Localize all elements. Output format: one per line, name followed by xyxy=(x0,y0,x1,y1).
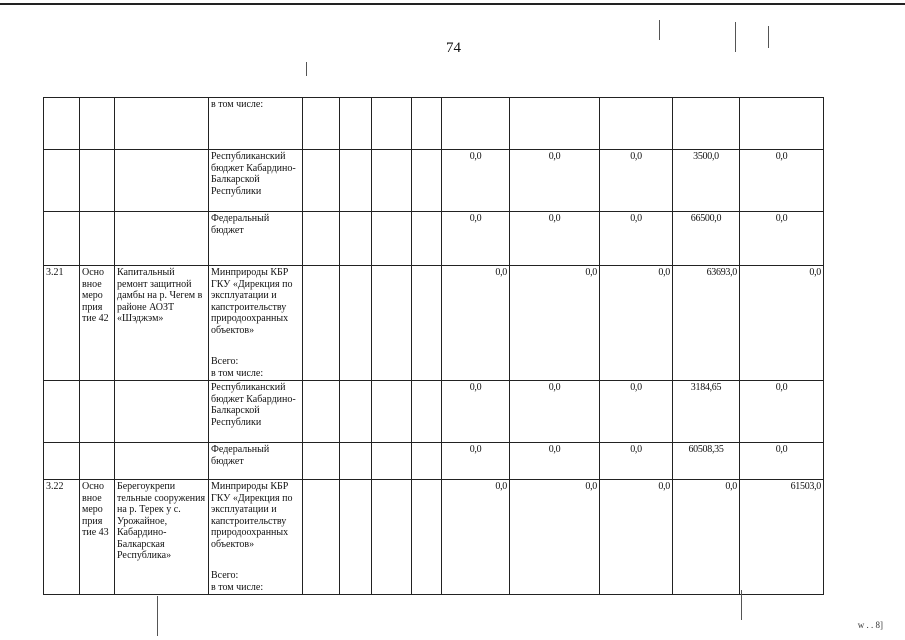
cell-name xyxy=(115,212,209,266)
cell-empty xyxy=(412,443,442,480)
cell-id xyxy=(44,443,80,480)
cell-empty xyxy=(372,480,412,595)
scan-artifact xyxy=(157,596,158,636)
cell-value xyxy=(442,98,510,150)
cell-value: 3184,65 xyxy=(673,381,740,443)
cell-value: 0,0 xyxy=(510,443,600,480)
cell-empty xyxy=(340,212,372,266)
cell-type: Осно вное меро прия тие 42 xyxy=(80,266,115,381)
cell-value: 0,0 xyxy=(442,381,510,443)
cell-value: 0,0 xyxy=(600,212,673,266)
cell-name xyxy=(115,381,209,443)
cell-type xyxy=(80,98,115,150)
cell-source-incl: в том числе: xyxy=(211,367,264,379)
cell-source: Республиканский бюджет Кабардино-Балкарской Республики xyxy=(209,150,303,212)
cell-id xyxy=(44,212,80,266)
table-row xyxy=(44,480,824,595)
table-row xyxy=(44,98,824,150)
page-number: 74 xyxy=(446,40,461,56)
scan-artifact xyxy=(735,22,736,52)
cell-value: 0,0 xyxy=(442,266,510,381)
cell-name: Капитальный ремонт защитной дамбы на р. Чегем в районе АОЗТ «Шэджэм» xyxy=(115,266,209,381)
cell-value: 0,0 xyxy=(600,150,673,212)
cell-value xyxy=(510,98,600,150)
cell-source-block xyxy=(209,266,303,381)
cell-empty xyxy=(412,98,442,150)
cell-source-total: Всего: xyxy=(211,570,239,581)
cell-value: 0,0 xyxy=(510,212,600,266)
scan-artifact xyxy=(768,26,769,48)
cell-value xyxy=(740,98,824,150)
cell-value: 0,0 xyxy=(510,266,600,381)
cell-empty xyxy=(340,381,372,443)
cell-empty xyxy=(303,381,340,443)
cell-id xyxy=(44,98,80,150)
cell-name xyxy=(115,150,209,212)
cell-value: 66500,0 xyxy=(673,212,740,266)
cell-value: 60508,35 xyxy=(673,443,740,480)
budget-table xyxy=(43,97,824,595)
cell-id xyxy=(44,381,80,443)
top-border-line xyxy=(0,3,905,5)
cell-source: Федеральный бюджет xyxy=(209,212,303,266)
cell-id: 3.21 xyxy=(44,266,80,381)
cell-value: 0,0 xyxy=(442,212,510,266)
cell-type xyxy=(80,150,115,212)
table-row xyxy=(44,443,824,480)
cell-empty xyxy=(372,212,412,266)
table-row xyxy=(44,266,824,381)
cell-value: 0,0 xyxy=(600,266,673,381)
scan-artifact xyxy=(659,20,660,40)
cell-empty xyxy=(340,480,372,595)
cell-value: 0,0 xyxy=(510,480,600,595)
cell-empty xyxy=(372,443,412,480)
cell-empty xyxy=(372,98,412,150)
cell-empty xyxy=(303,212,340,266)
cell-source-total: Всего: xyxy=(211,356,239,367)
cell-name xyxy=(115,443,209,480)
cell-empty xyxy=(412,381,442,443)
cell-value: 0,0 xyxy=(442,150,510,212)
cell-source: Минприроды КБР ГКУ «Дирекция по эксплуатации и капстроительству природоохранных объектов» xyxy=(211,481,293,550)
cell-id: 3.22 xyxy=(44,480,80,595)
cell-value: 0,0 xyxy=(600,480,673,595)
cell-source: Федеральный бюджет xyxy=(209,443,303,480)
cell-value: 0,0 xyxy=(740,150,824,212)
cell-empty xyxy=(340,266,372,381)
table-row xyxy=(44,212,824,266)
cell-value: 0,0 xyxy=(673,480,740,595)
cell-empty xyxy=(303,480,340,595)
cell-source: Минприроды КБР ГКУ «Дирекция по эксплуатации и капстроительству природоохранных объектов» xyxy=(211,267,293,336)
cell-value: 0,0 xyxy=(600,443,673,480)
cell-type xyxy=(80,212,115,266)
cell-value: 0,0 xyxy=(442,480,510,595)
cell-value: 0,0 xyxy=(740,266,824,381)
cell-value: 0,0 xyxy=(510,150,600,212)
cell-empty xyxy=(340,443,372,480)
scan-artifact xyxy=(741,590,742,620)
cell-empty xyxy=(303,266,340,381)
cell-empty xyxy=(412,480,442,595)
cell-name xyxy=(115,98,209,150)
cell-value: 0,0 xyxy=(442,443,510,480)
cell-empty xyxy=(303,98,340,150)
corner-note: w . . 8] xyxy=(857,620,883,630)
cell-value xyxy=(600,98,673,150)
scan-artifact xyxy=(306,62,307,76)
cell-value: 0,0 xyxy=(740,381,824,443)
cell-name: Берегоукрепи тельные сооружения на р. Терек у с. Урожайное, Кабардино-Балкарская Республика» xyxy=(115,480,209,595)
table-row xyxy=(44,150,824,212)
cell-type xyxy=(80,443,115,480)
cell-value: 63693,0 xyxy=(673,266,740,381)
cell-empty xyxy=(372,381,412,443)
cell-value: 61503,0 xyxy=(740,480,824,595)
cell-source-block xyxy=(209,480,303,595)
cell-empty xyxy=(303,150,340,212)
cell-value: 0,0 xyxy=(740,443,824,480)
cell-value: 0,0 xyxy=(510,381,600,443)
cell-empty xyxy=(303,443,340,480)
cell-source: в том числе: xyxy=(209,98,303,150)
cell-source-incl: в том числе: xyxy=(211,581,264,593)
cell-type: Осно вное меро прия тие 43 xyxy=(80,480,115,595)
cell-id xyxy=(44,150,80,212)
cell-empty xyxy=(372,150,412,212)
cell-empty xyxy=(412,266,442,381)
cell-value: 3500,0 xyxy=(673,150,740,212)
cell-value: 0,0 xyxy=(600,381,673,443)
cell-empty xyxy=(340,150,372,212)
table-row xyxy=(44,381,824,443)
cell-type xyxy=(80,381,115,443)
cell-source: Республиканский бюджет Кабардино-Балкарской Республики xyxy=(209,381,303,443)
cell-empty xyxy=(412,150,442,212)
cell-value xyxy=(673,98,740,150)
cell-empty xyxy=(372,266,412,381)
cell-empty xyxy=(412,212,442,266)
cell-value: 0,0 xyxy=(740,212,824,266)
cell-empty xyxy=(340,98,372,150)
